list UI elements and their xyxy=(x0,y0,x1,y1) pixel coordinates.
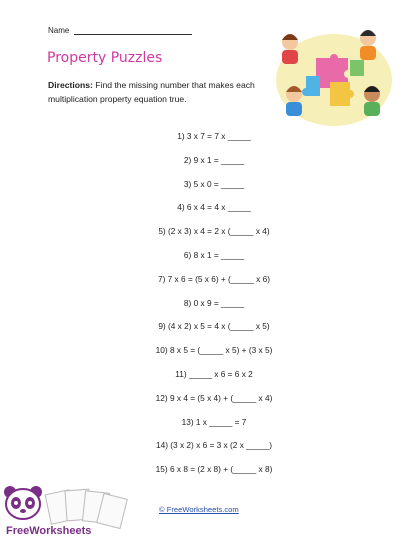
problem-item: 12) 9 x 4 = (5 x 4) + (_____ x 4) xyxy=(155,392,273,403)
problem-item: 14) (3 x 2) x 6 = 3 x (2 x _____) xyxy=(156,440,272,451)
problem-item: 1) 3 x 7 = 7 x _____ xyxy=(177,131,251,141)
problem-item: 4) 6 x 4 = 4 x _____ xyxy=(177,202,251,213)
name-label: Name xyxy=(48,26,70,35)
problem-item: 8) 0 x 9 = _____ xyxy=(183,297,245,308)
worksheet-title: Property Puzzles xyxy=(47,50,163,66)
problem-item: 15) 6 x 8 = (2 x 8) + (_____ x 8) xyxy=(155,464,273,475)
problem-item: 11) _____ x 6 = 6 x 2 xyxy=(175,368,253,379)
problem-item: 5) (2 x 3) x 4 = 2 x (_____ x 4) xyxy=(158,226,270,237)
problem-item: 2) 9 x 1 = _____ xyxy=(183,154,245,165)
problem-item: 9) (4 x 2) x 5 = 4 x (_____ x 5) xyxy=(158,321,270,332)
freeworksheets-logo xyxy=(0,486,150,538)
problem-list xyxy=(0,125,416,482)
problem-item: 10) 8 x 5 = (_____ x 5) + (3 x 5) xyxy=(155,345,273,356)
site-link[interactable]: © FreeWorksheets.com xyxy=(159,505,239,514)
logo-text: FreeWorksheets xyxy=(6,525,92,537)
problem-item: 3) 5 x 0 = _____ xyxy=(183,178,245,189)
problem-item: 6) 8 x 1 = _____ xyxy=(183,249,245,260)
directions xyxy=(48,78,268,106)
name-line[interactable] xyxy=(74,26,192,35)
problem-item: 7) 7 x 6 = (5 x 6) + (_____ x 6) xyxy=(157,273,271,284)
directions-text: Find the missing number that makes each multiplication property equation true. xyxy=(48,80,255,104)
directions-label: Directions: xyxy=(48,80,93,90)
problem-item: 13) 1 x _____ = 7 xyxy=(181,416,247,427)
name-field xyxy=(48,26,192,35)
kids-puzzle-illustration xyxy=(268,20,392,126)
